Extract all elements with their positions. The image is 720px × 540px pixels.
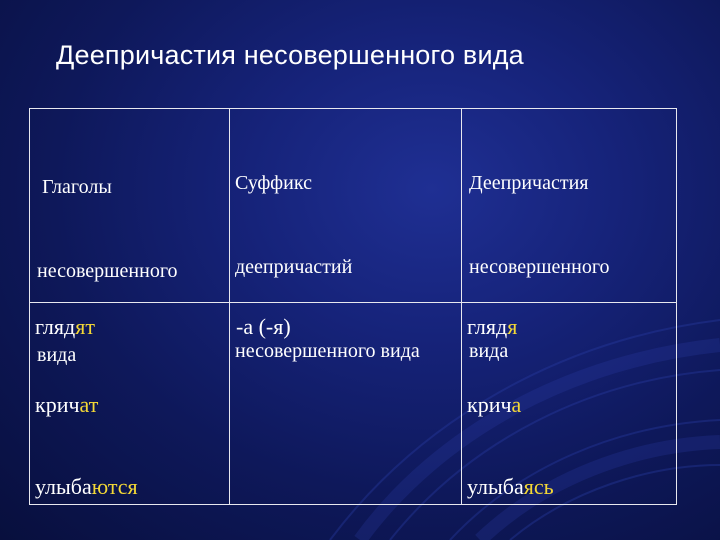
participle-cell xyxy=(467,473,554,501)
header-verbs-line2: несовершенного xyxy=(37,260,178,282)
participle-stem: улыба xyxy=(467,474,524,499)
participle-cell xyxy=(467,313,517,341)
header-participles-line2: несовершенного xyxy=(469,256,610,278)
verb-cell xyxy=(35,313,95,341)
header-suffix-line1: Суффикс xyxy=(235,172,312,194)
participle-cell xyxy=(467,391,521,419)
header-verbs xyxy=(37,117,178,425)
verb-ending: ются xyxy=(91,474,138,499)
header-participles-line3: вида xyxy=(469,340,509,362)
header-suffix-line2: деепричастий xyxy=(235,256,353,278)
header-suffix-line3: несовершенного вида xyxy=(235,340,420,362)
column-divider xyxy=(229,109,230,504)
slide-title: Деепричастия несовершенного вида xyxy=(56,40,524,70)
header-participles xyxy=(469,113,610,421)
verb-stem: гляд xyxy=(35,314,76,339)
header-verbs-line3: вида xyxy=(37,344,77,366)
participle-ending: ясь xyxy=(523,474,554,499)
verb-cell xyxy=(35,473,138,501)
verb-stem: крич xyxy=(35,392,80,417)
header-suffix xyxy=(235,113,420,421)
participle-ending: а xyxy=(511,392,522,417)
verb-ending: ят xyxy=(75,314,95,339)
header-verbs-line1: Глаголы xyxy=(37,176,112,198)
verb-stem: улыба xyxy=(35,474,92,499)
verb-cell xyxy=(35,391,98,419)
verb-ending: ат xyxy=(79,392,99,417)
column-divider xyxy=(461,109,462,504)
participle-stem: крич xyxy=(467,392,512,417)
suffix-cell: -а (-я) xyxy=(236,314,291,339)
gerund-table xyxy=(29,108,677,505)
participle-stem: гляд xyxy=(467,314,508,339)
participle-ending: я xyxy=(507,314,518,339)
header-participles-line1: Деепричастия xyxy=(469,172,589,194)
